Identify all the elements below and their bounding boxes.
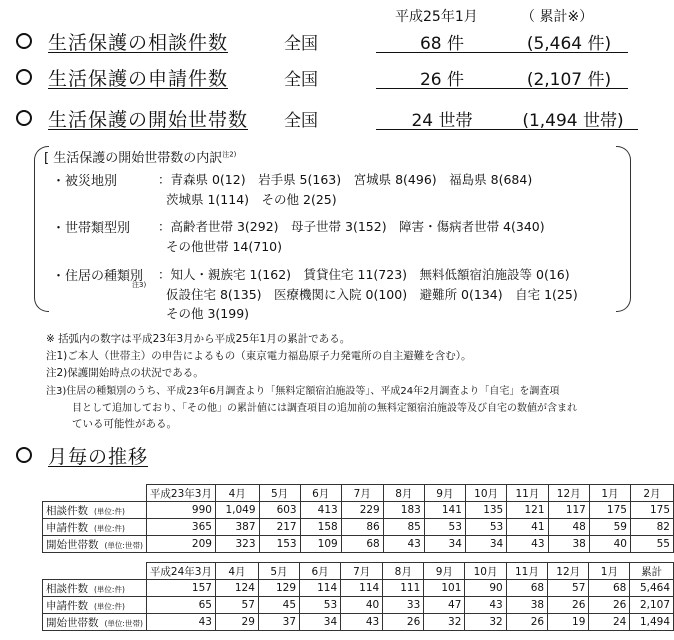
table-cell: 157	[146, 580, 215, 597]
summary-area: 全国	[284, 34, 318, 54]
bracket-left	[34, 146, 49, 312]
summary-cumulative: (2,107 件)	[526, 70, 612, 90]
summary-label: 生活保護の開始世帯数	[48, 109, 249, 131]
table-header-row	[43, 563, 674, 580]
bracket-right	[616, 146, 631, 312]
table-header-row	[43, 485, 674, 502]
table-cell: 229	[341, 502, 383, 519]
circle-bullet-icon	[16, 447, 32, 463]
table-cell: 45	[258, 597, 299, 614]
table-cell: 209	[146, 536, 215, 553]
header-blank	[43, 563, 147, 580]
column-header: 平成24年3月	[146, 563, 215, 580]
table-cell: 1,049	[215, 502, 259, 519]
cumulative-header: （ 累計※）	[521, 9, 594, 25]
table-cell: 48	[548, 519, 589, 536]
table-cell: 217	[259, 519, 300, 536]
summary-area: 全国	[284, 70, 318, 90]
table-cell: 57	[548, 580, 589, 597]
category-residence-type: ・住居の種類別	[52, 269, 144, 284]
table-cell: 990	[146, 502, 215, 519]
monthly-table-2012	[42, 562, 674, 631]
table-row	[43, 614, 674, 631]
table-row	[43, 580, 674, 597]
table-cell: 53	[300, 597, 341, 614]
table-cell: 38	[548, 536, 589, 553]
row-label: 相談件数 (単位:件)	[43, 502, 147, 519]
residence-note-marker: 注3)	[132, 281, 147, 289]
row-label: 開始世帯数 (単位:世帯)	[43, 536, 147, 553]
table-cell: 32	[424, 614, 465, 631]
table-row	[43, 502, 674, 519]
column-header: 7月	[341, 485, 383, 502]
table-cell: 111	[383, 580, 424, 597]
table-cell: 33	[383, 597, 424, 614]
table-row	[43, 519, 674, 536]
column-header: 2月	[630, 485, 673, 502]
column-header: 5月	[258, 563, 299, 580]
column-header: 4月	[215, 563, 258, 580]
summary-value: 26 件	[419, 70, 465, 90]
table-cell: 26	[589, 597, 630, 614]
report-date: 平成25年1月	[395, 9, 478, 25]
underline	[376, 52, 628, 53]
table-cell: 41	[507, 519, 548, 536]
table-cell: 26	[383, 614, 424, 631]
table-cell: 43	[341, 614, 383, 631]
table-cell: 32	[465, 614, 506, 631]
table-cell: 85	[383, 519, 424, 536]
table-cell: 53	[465, 519, 506, 536]
total-cell: 2,107	[630, 597, 674, 614]
column-header: 7月	[341, 563, 383, 580]
column-header: 平成23年3月	[146, 485, 215, 502]
table-cell: 26	[548, 597, 589, 614]
row-label: 申請件数 (単位:件)	[43, 519, 147, 536]
summary-label: 生活保護の申請件数	[48, 68, 229, 90]
table-cell: 53	[424, 519, 465, 536]
summary-row-consultations	[16, 28, 666, 56]
row-label: 申請件数 (単位:件)	[43, 597, 147, 614]
table-cell: 55	[630, 536, 673, 553]
underline	[376, 129, 638, 130]
table-cell: 57	[215, 597, 258, 614]
table-row	[43, 597, 674, 614]
category-household-type: ・世帯類型別	[52, 221, 131, 236]
note-line: ている可能性がある。	[72, 418, 177, 430]
summary-label: 生活保護の相談件数	[48, 32, 229, 54]
table-cell: 109	[300, 536, 341, 553]
monthly-table-2011	[42, 484, 674, 553]
note-line: 目として追加しており、「その他」の累計値には調査項目の追加前の無料定額宿泊施設等及び自宅の数値が含まれ	[72, 403, 577, 414]
breakdown-title: [ 生活保護の開始世帯数の内訳$^{注2)}$	[44, 150, 237, 166]
table-cell: 40	[341, 597, 383, 614]
table-cell: 114	[300, 580, 341, 597]
table-cell: 141	[424, 502, 465, 519]
summary-area: 全国	[284, 111, 318, 131]
column-header: 10月	[465, 563, 506, 580]
table-cell: 34	[300, 614, 341, 631]
summary-cumulative: (5,464 件)	[526, 34, 612, 54]
column-header: 6月	[300, 485, 341, 502]
table-cell: 43	[146, 614, 215, 631]
column-header: 5月	[259, 485, 300, 502]
underline	[376, 88, 628, 89]
column-header: 9月	[424, 485, 465, 502]
note-line: 注1)ご本人（世帯主）の申告によるもの（東京電力福島原子力発電所の自主避難を含む）。	[46, 350, 472, 362]
summary-row-households	[16, 105, 666, 133]
table-cell: 65	[146, 597, 215, 614]
column-header: 11月	[506, 563, 547, 580]
total-cell: 1,494	[630, 614, 674, 631]
circle-bullet-icon	[16, 110, 32, 126]
note-line: 注2)保護開始時点の状況である。	[46, 367, 204, 379]
table-cell: 183	[383, 502, 424, 519]
category-disaster-area: ・被災地別	[52, 174, 118, 189]
table-cell: 153	[259, 536, 300, 553]
monthly-title: 月毎の推移	[48, 446, 149, 468]
table-cell: 40	[589, 536, 630, 553]
table-cell: 129	[258, 580, 299, 597]
table-cell: 101	[424, 580, 465, 597]
table-cell: 413	[300, 502, 341, 519]
row-label: 開始世帯数 (単位:世帯)	[43, 614, 147, 631]
column-header: 9月	[424, 563, 465, 580]
table-cell: 38	[506, 597, 547, 614]
summary-cumulative: (1,494 世帯)	[522, 111, 624, 131]
table-cell: 603	[259, 502, 300, 519]
table-cell: 158	[300, 519, 341, 536]
table-cell: 121	[507, 502, 548, 519]
summary-value: 68 件	[419, 34, 465, 54]
circle-bullet-icon	[16, 33, 32, 49]
table-cell: 24	[589, 614, 630, 631]
table-cell: 365	[146, 519, 215, 536]
table-cell: 43	[465, 597, 506, 614]
table-cell: 47	[424, 597, 465, 614]
column-header: 12月	[548, 563, 589, 580]
table-cell: 114	[341, 580, 383, 597]
table-cell: 175	[630, 502, 673, 519]
table-cell: 175	[589, 502, 630, 519]
table-cell: 19	[548, 614, 589, 631]
column-header: 8月	[383, 485, 424, 502]
note-line: ※ 括弧内の数字は平成23年3月から平成25年1月の累計である。	[46, 333, 351, 345]
category-detail-line: 茨城県 1(114) その他 2(25)	[166, 192, 337, 207]
table-cell: 86	[341, 519, 383, 536]
table-cell: 323	[215, 536, 259, 553]
table-cell: 26	[506, 614, 547, 631]
table-cell: 34	[465, 536, 506, 553]
table-cell: 68	[506, 580, 547, 597]
table-cell: 43	[383, 536, 424, 553]
table-cell: 90	[465, 580, 506, 597]
header-blank	[43, 485, 147, 502]
table-cell: 387	[215, 519, 259, 536]
table-cell: 124	[215, 580, 258, 597]
table-row	[43, 536, 674, 553]
table-cell: 68	[341, 536, 383, 553]
column-header: 8月	[383, 563, 424, 580]
table-cell: 68	[589, 580, 630, 597]
column-header: 6月	[300, 563, 341, 580]
table-cell: 37	[258, 614, 299, 631]
category-detail-line: ：青森県 0(12) 岩手県 5(163) 宮城県 8(496) 福島県 8(684)	[158, 172, 533, 187]
column-header: 10月	[465, 485, 506, 502]
category-detail-line: ：高齢者世帯 3(292) 母子世帯 3(152) 障害・傷病者世帯 4(340)	[158, 219, 545, 234]
table-cell: 82	[630, 519, 673, 536]
table-cell: 43	[507, 536, 548, 553]
column-header: 12月	[548, 485, 589, 502]
table-cell: 29	[215, 614, 258, 631]
table-cell: 117	[548, 502, 589, 519]
note-line: 注3)住居の種類別のうち、平成23年6月調査より「無料定額宿泊施設等」、平成24年2月調査より「自宅」を調査項	[46, 386, 560, 397]
total-cell: 5,464	[630, 580, 674, 597]
category-detail-line: その他世帯 14(710)	[166, 239, 282, 254]
column-header: 4月	[215, 485, 259, 502]
row-label: 相談件数 (単位:件)	[43, 580, 147, 597]
category-detail-line: 仮設住宅 8(135) 医療機関に入院 0(100) 避難所 0(134) 自宅 1(25)	[166, 287, 578, 302]
summary-value: 24 世帯	[411, 111, 473, 131]
circle-bullet-icon	[16, 69, 32, 85]
column-header: 11月	[507, 485, 548, 502]
category-detail-line: ：知人・親族宅 1(162) 賃貸住宅 11(723) 無料低額宿泊施設等 0(16)	[158, 267, 570, 282]
category-detail-line: その他 3(199)	[166, 306, 250, 321]
column-header: 1月	[589, 563, 630, 580]
column-header: 1月	[589, 485, 630, 502]
column-header-total: 累計	[630, 563, 674, 580]
table-cell: 135	[465, 502, 506, 519]
summary-row-applications	[16, 64, 666, 92]
table-cell: 59	[589, 519, 630, 536]
table-cell: 34	[424, 536, 465, 553]
